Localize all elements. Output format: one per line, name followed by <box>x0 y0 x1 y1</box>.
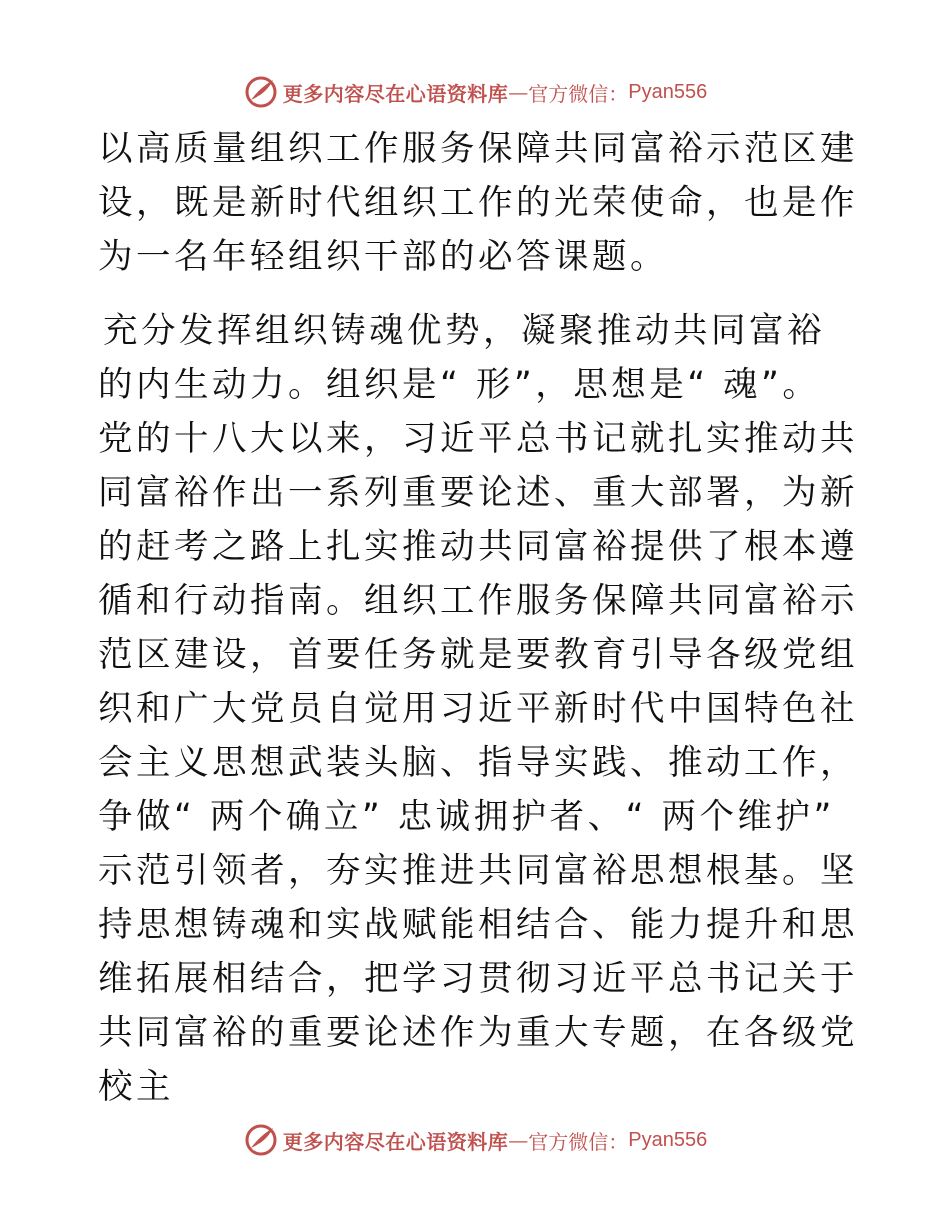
footer-wechat-label: 官方微信： <box>528 1129 629 1154</box>
header-separator: — <box>508 80 529 104</box>
header-wechat-id: Pyan556 <box>628 80 708 103</box>
header-banner <box>0 72 950 112</box>
footer-separator: — <box>508 1128 529 1152</box>
paragraph-1: 以高质量组织工作服务保障共同富裕示范区建设，既是新时代组织工作的光荣使命，也是作为一名年轻组织干部的必答课题。 <box>98 129 858 277</box>
paragraph-2: 充分发挥组织铸魂优势，凝聚推动共同富裕的内生动力。组织是“ 形”，思想是“ 魂”。党的十八大以来，习近平总书记就扎实推动共同富裕作出一系列重要论述、重大部署，为新的赶考之路上扎实推动共同富裕提供了根本遵循和行动指南。组织工作服务保障共同富裕示范区建设，首要任务就是要教育引导各级党组织和广大党员自觉用习近平新时代中国特色社会主义思想武装头脑、指导实践、推动工作，争做“ 两个确立” 忠诚拥护者、“ 两个维护” 示范引领者，夯实推进共同富裕思想根基。坚持思想铸魂和实战赋能相结合、能力提升和思维拓展相结合，把学习贯彻习近平总书记关于共同富裕的重要论述作为重大专题，在各级党校主 <box>98 311 858 1107</box>
document-body <box>98 122 858 1114</box>
quill-logo-icon <box>243 1122 279 1158</box>
header-wechat-label: 官方微信： <box>528 81 629 106</box>
footer-wechat-id: Pyan556 <box>628 1128 708 1151</box>
quill-logo-icon <box>243 74 279 110</box>
header-brand-text: 更多内容尽在心语资料库 <box>282 81 509 106</box>
footer-banner <box>0 1120 950 1160</box>
footer-brand-text: 更多内容尽在心语资料库 <box>282 1129 509 1154</box>
